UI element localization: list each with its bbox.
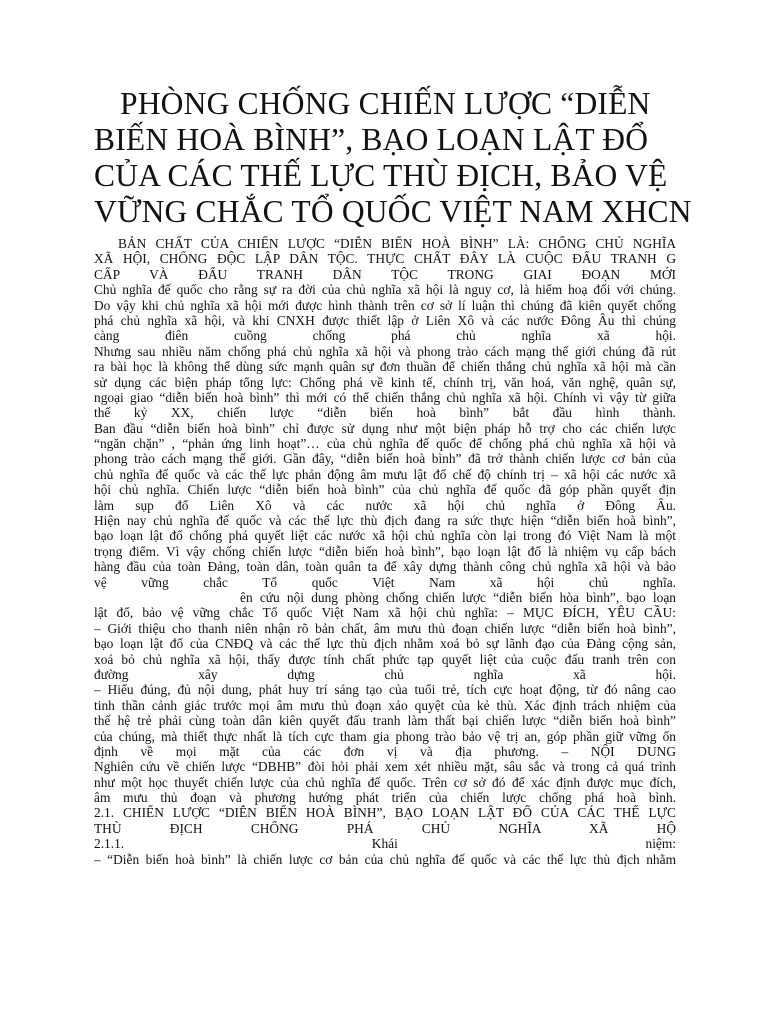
body-line: như một học thuyết chiến lược của chủ nghĩa đế quốc. Trên cơ sở đó để xác định được mục đích, xyxy=(94,774,676,790)
body-line: Nghiên cứu về chiến lược “DBHB” đòi hỏi phải xem xét nhiều mặt, sâu sắc và trong cả quá trình xyxy=(94,759,676,775)
body-line: tinh thần cảnh giác trước mọi âm mưu thủ đoạn xảo quyệt của kẻ thù. Xác định trách nhiệm của xyxy=(94,697,676,713)
body-line: – “Diễn biến hoà bình” là chiến lược cơ bản của chủ nghĩa đế quốc và các thế lực thù địch nhằm xyxy=(94,851,676,867)
body-line: phong trào cách mạng thế giới. Gần đây, “diễn biến hoà bình” đã trở thành chiến lược cơ bản của xyxy=(94,451,676,467)
title-line: VỮNG CHẮC TỔ QUỐC VIỆT NAM XHCN xyxy=(94,194,692,229)
body-line: vệ vững chắc Tổ quốc Việt Nam xã hội chủ nghĩa. xyxy=(94,574,676,590)
body-line: càng điên cuồng chống phá chủ nghĩa xã hội. xyxy=(94,328,676,344)
body-line: thế hệ trẻ phải cùng toàn dân kiên quyết đấu tranh làm thất bại chiến lược “diễn biến hoà bình” xyxy=(94,713,676,729)
body-line: Do vậy khi chủ nghĩa xã hội mới được hình thành trên cơ sở lí luận thì chúng đã kiên quyết chống xyxy=(94,297,676,313)
body-line: 2.1. CHIẾN LƯỢC “DIỄN BIẾN HOÀ BÌNH”, BẠO LOẠN LẬT ĐỔ CỦA CÁC THẾ LỰC xyxy=(94,805,676,821)
body-line: của chúng, mà thiết thực nhất là tích cực tham gia phong trào bảo vệ trị an, góp phần giữ vững ổn xyxy=(94,728,676,744)
body-line: định về mọi mặt của các đơn vị và địa phương. – NỘI DUNG xyxy=(94,743,676,759)
body-line: “ngăn chặn” , “phản ứng linh hoạt”… của chủ nghĩa đế quốc để chống phá chủ nghĩa xã hội và xyxy=(94,436,676,452)
document-body xyxy=(94,236,676,867)
body-line: BẢN CHẤT CỦA CHIẾN LƯỢC “DIỄN BIẾN HOÀ BÌNH” LÀ: CHỐNG CHỦ NGHĨA xyxy=(118,236,676,251)
document-title xyxy=(94,86,692,230)
body-line: đường xây dựng chủ nghĩa xã hội. xyxy=(94,666,676,682)
body-line: làm sụp đổ Liên Xô và các nước xã hội chủ nghĩa ở Đông Âu. xyxy=(94,497,676,513)
title-line: PHÒNG CHỐNG CHIẾN LƯỢC “DIỄN xyxy=(120,86,651,121)
body-line: Ban đầu “diễn biến hoà bình” chỉ được sử dụng như một biện pháp hỗ trợ cho các chiến lược xyxy=(94,420,676,436)
body-line: sử dụng các biện pháp tổng lực: Chống phá về kinh tế, chính trị, văn hoá, văn nghệ, quân sự, xyxy=(94,374,676,390)
body-line: chủ nghĩa đế quốc và các thế lực phản động âm mưu lật đổ chế độ chính trị – xã hội các nước xã xyxy=(94,466,676,482)
body-line: ngoại giao “diễn biến hoà bình” thì mới có thể chiến thắng chủ nghĩa xã hội. Chính vì vậy từ giữa xyxy=(94,389,676,405)
body-line: âm mưu thủ đoạn và phương hướng phát triển của chiến lược chống phá hoà bình. xyxy=(94,790,676,806)
body-line: – Giới thiệu cho thanh niên nhận rõ bản chất, âm mưu thủ đoạn chiến lược “diễn biến hoà bình”, xyxy=(94,620,676,636)
body-line: ra bài học là không thể dùng sức mạnh quân sự đơn thuần để chiến thắng chủ nghĩa xã hội mà cần xyxy=(94,359,676,375)
body-line: hội chủ nghĩa. Chiến lược “diễn biến hoà bình” của chủ nghĩa đế quốc đã góp phần quyết địn xyxy=(94,482,676,498)
body-line: CẤP VÀ ĐẤU TRANH DÂN TỘC TRONG GIAI ĐOẠN MỚI xyxy=(94,266,676,282)
body-line: THÙ ĐỊCH CHỐNG PHÁ CHỦ NGHĨA XÃ HỘ xyxy=(94,820,676,836)
body-line: trọng điểm. Vì vậy chống chiến lược “diễn biến hoà bình”, bạo loạn lật đổ là nhiệm vụ cấp bách xyxy=(94,543,676,559)
title-line: CỦA CÁC THẾ LỰC THÙ ĐỊCH, BẢO VỆ xyxy=(94,158,668,193)
body-line: Chủ nghĩa đế quốc cho rằng sự ra đời của chủ nghĩa xã hội là nguy cơ, là hiểm hoạ đối với chúng. xyxy=(94,282,676,298)
body-line: bạo loạn lật đổ chống phá quyết liệt các nước xã hội chủ nghĩa còn lại trong đó Việt Nam là một xyxy=(94,528,676,544)
body-line: ên cứu nội dung phòng chống chiến lược “diễn biến hòa bình”, bạo loạn xyxy=(240,589,676,605)
body-line: thế kỷ XX, chiến lược “diễn biến hoà bình” bắt đầu hình thành. xyxy=(94,405,676,421)
body-line: 2.1.1. Khái niệm: xyxy=(94,836,676,852)
body-line: bạo loạn lật đổ của CNĐQ và các thế lực thù địch nhằm xoá bỏ sự lãnh đạo của Đảng cộng sản, xyxy=(94,636,676,652)
body-line: – Hiểu đúng, đủ nội dung, phát huy trí sáng tạo của tuổi trẻ, tích cực hoạt động, từ đó nâng cao xyxy=(94,682,676,698)
body-line: xoá bỏ chủ nghĩa xã hội, thấy được tính chất phức tạp quyết liệt của cuộc đấu tranh trên con xyxy=(94,651,676,667)
title-line: BIẾN HOÀ BÌNH”, BẠO LOẠN LẬT ĐỔ xyxy=(94,122,649,157)
body-line: Hiện nay chủ nghĩa đế quốc và các thế lực thù địch đang ra sức thực hiện “diễn biến hoà bình”, xyxy=(94,513,676,529)
body-line: Nhưng sau nhiều năm chống phá chủ nghĩa xã hội và phong trào cách mạng thế giới chúng đã rút xyxy=(94,343,676,359)
body-line: lật đổ, bảo vệ vững chắc Tổ quốc Việt Nam xã hội chủ nghĩa: – MỤC ĐÍCH, YÊU CẦU: xyxy=(94,605,676,621)
body-line: hàng đầu của toàn Đảng, toàn dân, toàn quân ta để xây dựng thành công chủ nghĩa xã hội và bảo xyxy=(94,559,676,575)
body-line: phá chủ nghĩa xã hội, và khi CNXH được thiết lập ở Liên Xô và các nước Đông Âu thì chúng xyxy=(94,312,676,328)
body-line: XÃ HỘI, CHỐNG ĐỘC LẬP DÂN TỘC. THỰC CHẤT ĐÂY LÀ CUỘC ĐẤU TRANH G xyxy=(94,251,676,267)
